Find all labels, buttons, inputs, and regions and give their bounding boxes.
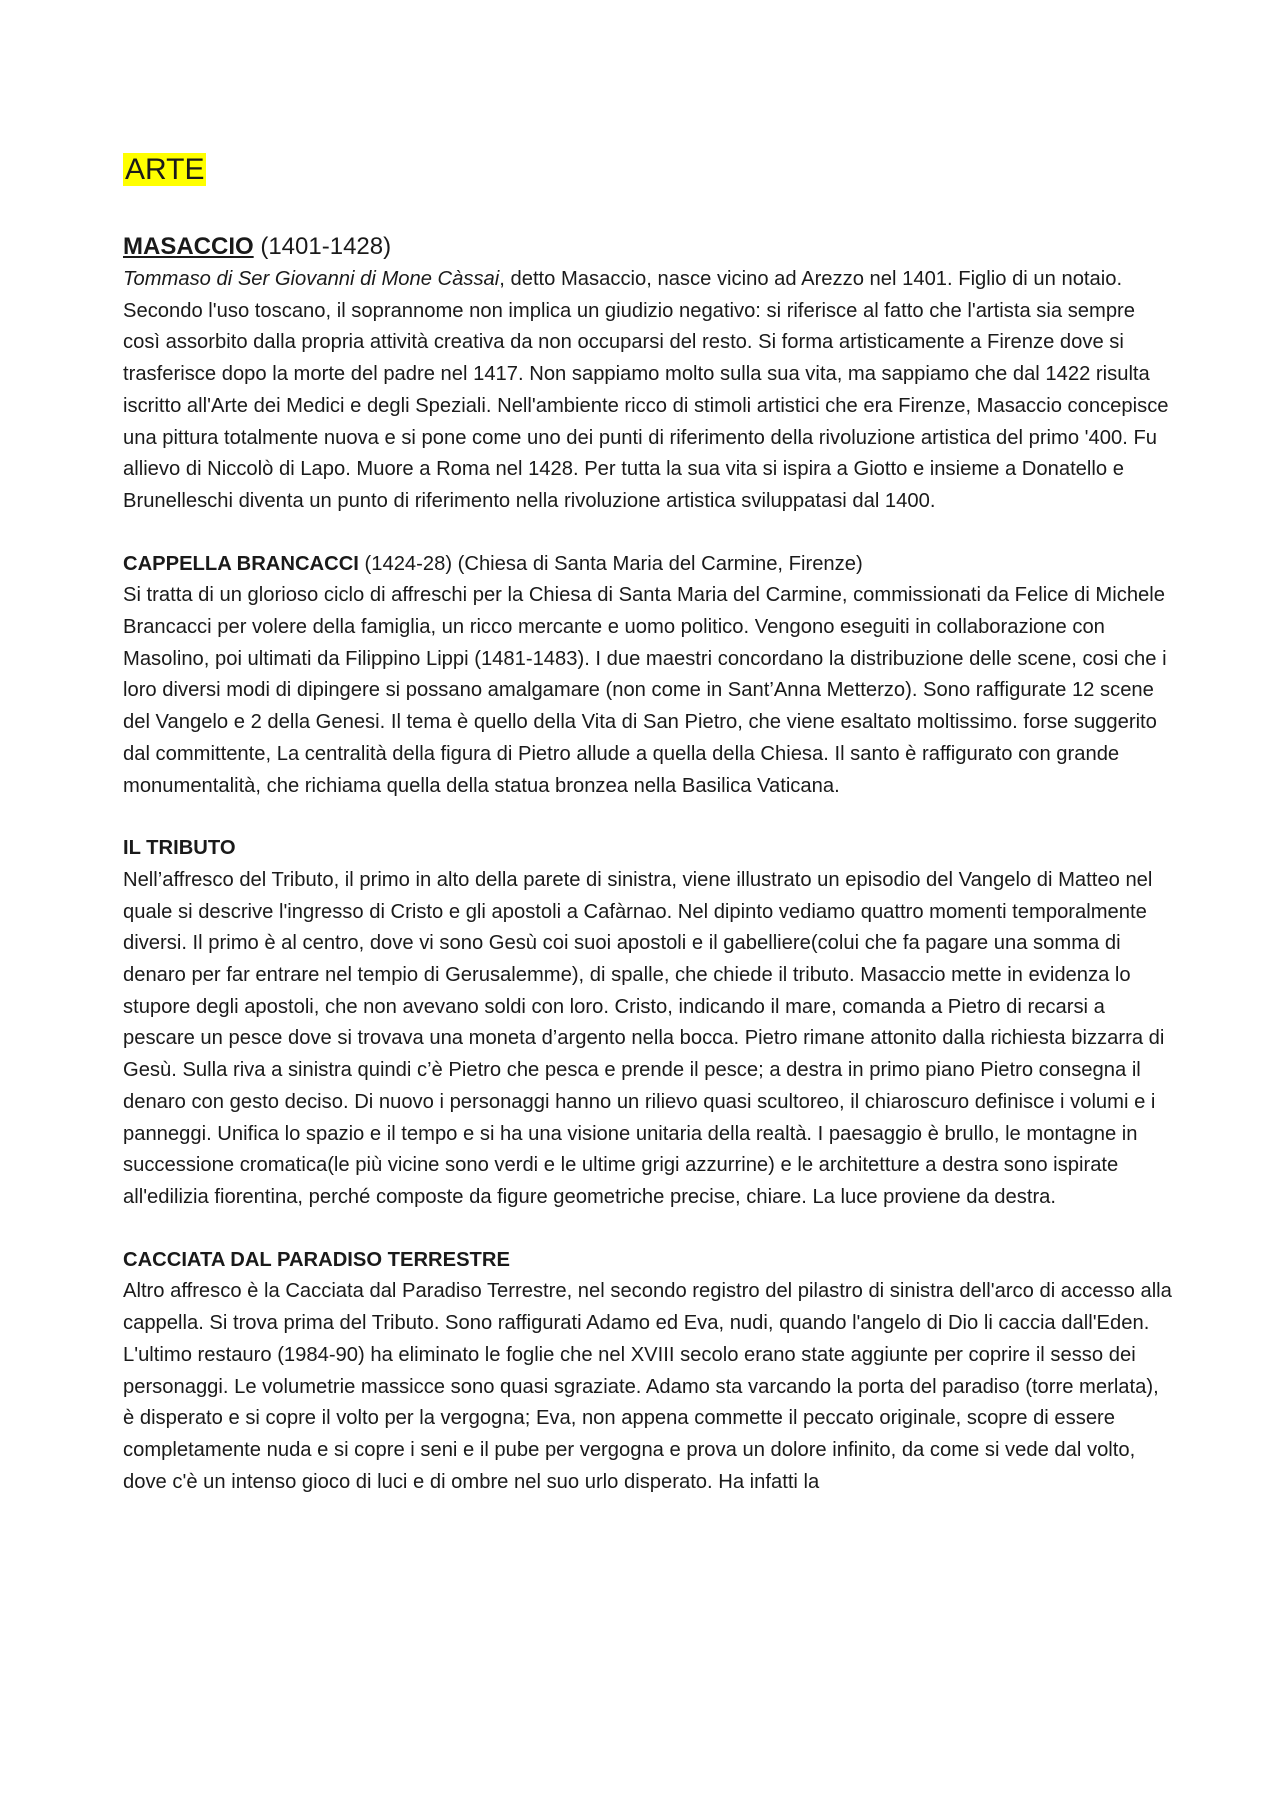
tributo-heading-title: IL TRIBUTO: [123, 837, 236, 860]
masaccio-name: MASACCIO: [123, 233, 254, 260]
cappella-heading-detail: (1424-28) (Chiesa di Santa Maria del Carmine, Firenze): [358, 552, 863, 575]
highlighted-title: ARTE: [125, 153, 205, 186]
tributo-heading: [123, 833, 1173, 865]
masaccio-heading: [123, 230, 1173, 264]
document-title: [123, 150, 1173, 190]
document-page: [123, 150, 1173, 1498]
cacciata-heading: [123, 1245, 1173, 1277]
masaccio-paragraph: [123, 264, 1173, 518]
cacciata-paragraph: Altro affresco è la Cacciata dal Paradiso Terrestre, nel secondo registro del pilastro di sinistra dell'arco di accesso alla cappella. Si trova prima del Tributo. Sono raffigurati Adamo ed Eva, nudi, quando l'angelo di Dio li caccia dall'Eden. L'ultimo restauro (1984-90) ha eliminato le foglie che nel XVIII secolo erano state aggiunte per coprire il sesso dei personaggi. Le volumetrie massicce sono quasi sgraziate. Adamo sta varcando la porta del paradiso (torre merlata), è disperato e si copre il volto per la vergogna; Eva, non appena commette il peccato originale, scopre di essere completamente nuda e si copre i seni e il pube per vergogna e prova un dolore infinito, da come si vede dal volto, dove c'è un intenso gioco di luci e di ombre nel suo urlo disperato. Ha infatti la: [123, 1280, 1172, 1493]
cappella-heading-title: CAPPELLA BRANCACCI: [123, 552, 359, 575]
cappella-heading: [123, 549, 1173, 581]
masaccio-full-name: Tommaso di Ser Giovanni di Mone Càssai: [123, 268, 500, 290]
masaccio-dates: (1401-1428): [260, 233, 392, 260]
masaccio-bio-text: , detto Masaccio, nasce vicino ad Arezzo nel 1401. Figlio di un notaio. Secondo l'uso toscano, il soprannome non implica un giudizio negativo: si riferisce al fatto che l'artista sia sempre così assorbito dalla propria attività creativa da non occuparsi del resto. Si forma artisticamente a Firenze dove si trasferisce dopo la morte del padre nel 1417. Non sappiamo molto sulla sua vita, ma sappiamo che dal 1422 risulta iscritto all'Arte dei Medici e degli Speziali. Nell'ambiente ricco di stimoli artistici che era Firenze, Masaccio concepisce una pittura totalmente nuova e si pone come uno dei punti di riferimento della rivoluzione artistica del primo '400. Fu allievo di Niccolò di Lapo. Muore a Roma nel 1428. Per tutta la sua vita si ispira a Giotto e insieme a Donatello e Brunelleschi diventa un punto di riferimento nella rivoluzione artistica sviluppatasi dal 1400.: [123, 268, 1169, 512]
tributo-paragraph: Nell’affresco del Tributo, il primo in alto della parete di sinistra, viene illustrato un episodio del Vangelo di Matteo nel quale si descrive l'ingresso di Cristo e gli apostoli a Cafàrnao. Nel dipinto vediamo quattro momenti temporalmente diversi. Il primo è al centro, dove vi sono Gesù coi suoi apostoli e il gabelliere(colui che fa pagare una somma di denaro per far entrare nel tempio di Gerusalemme), di spalle, che chiede il tributo. Masaccio mette in evidenza lo stupore degli apostoli, che non avevano soldi con loro. Cristo, indicando il mare, comanda a Pietro di recarsi a pescare un pesce dove si trovava una moneta d’argento nella bocca. Pietro rimane attonito dalla richiesta bizzarra di Gesù. Sulla riva a sinistra quindi c’è Pietro che pesca e prende il pesce; a destra in primo piano Pietro consegna il denaro con gesto deciso. Di nuovo i personaggi hanno un rilievo quasi scultoreo, il chiaroscuro definisce i volumi e i panneggi. Unifica lo spazio e il tempo e si ha una visione unitaria della realtà. I paesaggio è brullo, le montagne in successione cromatica(le più vicine sono verdi e le ultime grigi azzurrine) e le architetture a destra sono ispirate all'edilizia fiorentina, perché composte da figure geometriche precise, chiare. La luce proviene da destra.: [123, 868, 1165, 1208]
cappella-paragraph: Si tratta di un glorioso ciclo di affreschi per la Chiesa di Santa Maria del Carmine, commissionati da Felice di Michele Brancacci per volere della famiglia, un ricco mercante e uomo politico. Vengono eseguiti in collaborazione con Masolino, poi ultimati da Filippino Lippi (1481-1483). I due maestri concordano la distribuzione delle scene, cosi che i loro diversi modi di dipingere si possano amalgamare (non come in Sant’Anna Metterzo). Sono raffigurate 12 scene del Vangelo e 2 della Genesi. Il tema è quello della Vita di San Pietro, che viene esaltato moltissimo. forse suggerito dal committente, La centralità della figura di Pietro allude a quella della Chiesa. Il santo è raffigurato con grande monumentalità, che richiama quella della statua bronzea nella Basilica Vaticana.: [123, 584, 1167, 797]
cacciata-heading-title: CACCIATA DAL PARADISO TERRESTRE: [123, 1248, 510, 1271]
